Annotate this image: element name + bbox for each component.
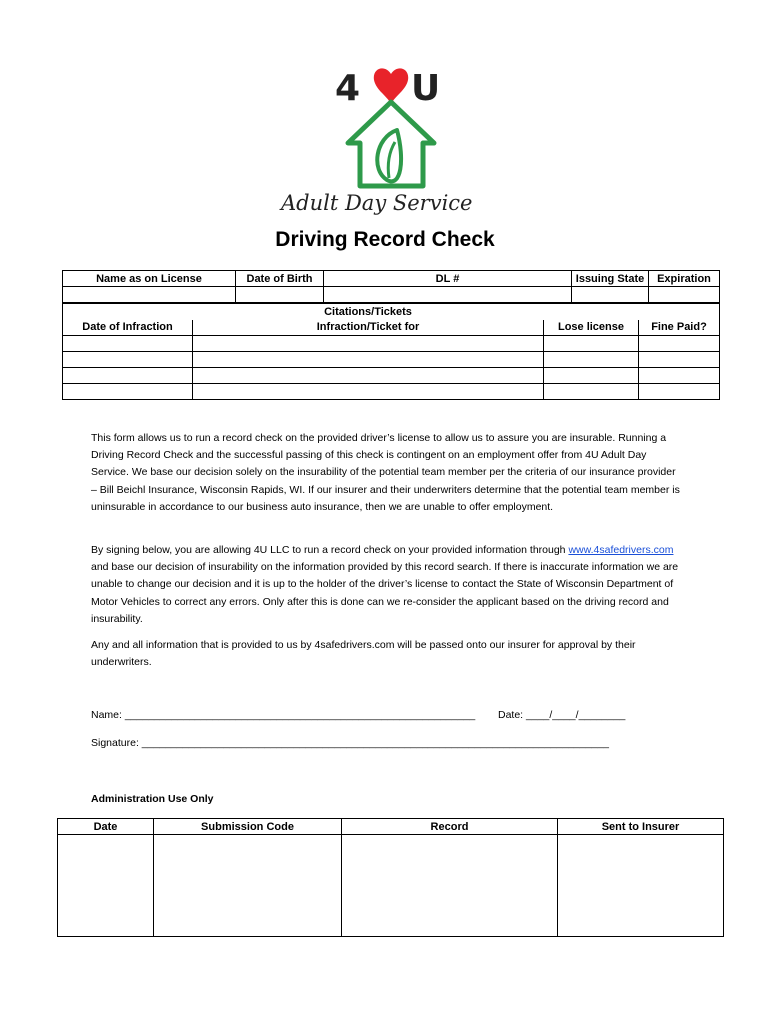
license-header-row <box>63 271 720 287</box>
citation-date-cell[interactable] <box>63 384 193 400</box>
date-signature-line[interactable]: Date: ____/____/________ <box>498 709 626 721</box>
header-issuing-state: Issuing State <box>572 271 649 287</box>
citation-row[interactable] <box>63 368 720 384</box>
citation-fine-paid-cell[interactable] <box>639 336 720 352</box>
header-submission-code: Submission Code <box>154 819 342 835</box>
sent-to-insurer-cell[interactable] <box>558 835 724 937</box>
logo-text-4: 4 <box>335 68 361 109</box>
citations-table <box>62 303 720 400</box>
consent-paragraph-2 <box>91 542 681 628</box>
citation-lose-license-cell[interactable] <box>544 336 639 352</box>
citations-spacer-left <box>63 304 193 320</box>
header-sent-to-insurer: Sent to Insurer <box>558 819 724 835</box>
citation-infraction-cell[interactable] <box>193 368 544 384</box>
citation-date-cell[interactable] <box>63 352 193 368</box>
citation-lose-license-cell[interactable] <box>544 352 639 368</box>
citations-spacer-right <box>639 304 720 320</box>
citations-group-header: Citations/Tickets <box>193 304 544 320</box>
license-table <box>62 270 720 303</box>
expiration-cell[interactable] <box>649 287 720 303</box>
dl-number-cell[interactable] <box>324 287 572 303</box>
citation-date-cell[interactable] <box>63 336 193 352</box>
consent-paragraph-3: Any and all information that is provided to us by 4safedrivers.com will be passed onto our insurer for approval by their underwriters. <box>91 639 636 669</box>
name-signature-line[interactable]: Name: ____________________________________________________________ <box>91 709 476 721</box>
header-admin-date: Date <box>58 819 154 835</box>
issuing-state-cell[interactable] <box>572 287 649 303</box>
logo-graphic <box>275 60 490 220</box>
page-title: Driving Record Check <box>275 228 495 251</box>
citations-group-row <box>63 304 720 320</box>
citation-infraction-cell[interactable] <box>193 352 544 368</box>
header-date-of-birth: Date of Birth <box>236 271 324 287</box>
admin-date-cell[interactable] <box>58 835 154 937</box>
header-fine-paid: Fine Paid? <box>639 320 720 336</box>
date-of-birth-cell[interactable] <box>236 287 324 303</box>
citation-date-cell[interactable] <box>63 368 193 384</box>
paragraph-2-intro: By signing below, you are allowing 4U LLC to run a record check on your provided information through <box>91 544 569 556</box>
license-input-row[interactable] <box>63 287 720 303</box>
admin-section-label: Administration Use Only <box>91 793 214 805</box>
citation-row[interactable] <box>63 384 720 400</box>
citation-row[interactable] <box>63 336 720 352</box>
header-lose-license: Lose license <box>544 320 639 336</box>
house-icon <box>348 102 434 186</box>
citation-infraction-cell[interactable] <box>193 336 544 352</box>
citation-fine-paid-cell[interactable] <box>639 384 720 400</box>
citations-spacer-mid <box>544 304 639 320</box>
logo-text-u: U <box>411 68 441 109</box>
citation-lose-license-cell[interactable] <box>544 368 639 384</box>
logo-tagline: Adult Day Service <box>281 191 473 215</box>
citation-infraction-cell[interactable] <box>193 384 544 400</box>
citation-lose-license-cell[interactable] <box>544 384 639 400</box>
header-date-of-infraction: Date of Infraction <box>63 320 193 336</box>
admin-input-row[interactable] <box>58 835 724 937</box>
citations-header-row <box>63 320 720 336</box>
header-infraction-ticket-for: Infraction/Ticket for <box>193 320 544 336</box>
paragraph-2-rest: and base our decision of insurability on the information provided by this record search. If there is inaccurate information we are unable to change our decision and it is up to the holder of the driver’s license to contact the State of Wisconsin Department of Motor Vehicles to correct any errors. Only after this is done can we re-consider the applicant based on the driving record and insurability. <box>91 561 679 625</box>
header-expiration: Expiration <box>649 271 720 287</box>
submission-code-cell[interactable] <box>154 835 342 937</box>
header-record: Record <box>342 819 558 835</box>
header-dl-number: DL # <box>324 271 572 287</box>
name-on-license-cell[interactable] <box>63 287 236 303</box>
admin-header-row <box>58 819 724 835</box>
citation-fine-paid-cell[interactable] <box>639 352 720 368</box>
record-cell[interactable] <box>342 835 558 937</box>
consent-paragraph-1: This form allows us to run a record check on the provided driver’s license to allow us to assure you are insurable. Running a Driving Record Check and the successful passing of this check is contingent on an employment offer from 4U Adult Day Service. We base our decision solely on the insurability of the potential team member per the criteria of our insurance provider – Bill Beichl Insurance, Wisconsin Rapids, WI. If our insurer and their underwriters determine that the potential team member is uninsurable in accordance to our business auto insurance, then we are unable to offer employment. <box>91 432 680 513</box>
admin-table <box>57 818 724 937</box>
citation-fine-paid-cell[interactable] <box>639 368 720 384</box>
signature-line[interactable]: Signature: ________________________________________________________________________________ <box>91 737 609 749</box>
4safedrivers-link[interactable]: www.4safedrivers.com <box>568 544 674 556</box>
heart-icon <box>374 68 408 104</box>
header-name-on-license: Name as on License <box>63 271 236 287</box>
citation-row[interactable] <box>63 352 720 368</box>
company-logo <box>275 60 490 220</box>
